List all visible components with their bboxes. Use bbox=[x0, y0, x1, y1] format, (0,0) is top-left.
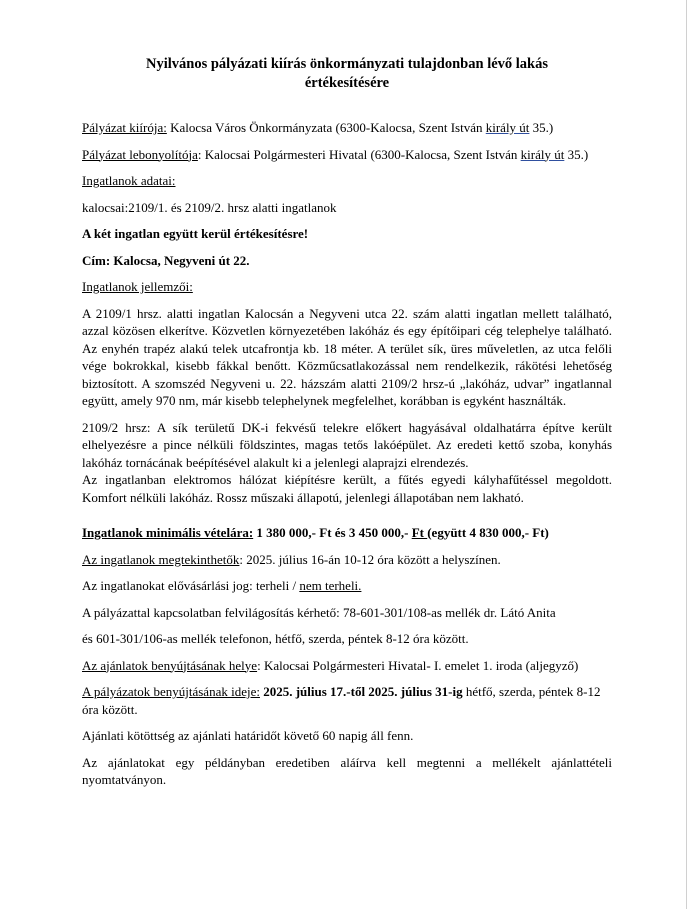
property-1-description: A 2109/1 hrsz. alatti ingatlan Kalocsán a Negyveni utca 22. szám alatti ingatlan mellett található, azzal közösen elkerítve. Közvetlen környezetében lakóház és egy építőipari cég telephelye található. Az enyhén trapéz alakú telek utcafrontja kb. 18 méter. A terület sík, üres műveletlen, az utca felőli vége bokrokkal, kisebb fákkal benőtt. Közműcsatlakozással nem rendelkezik, rákötési lehetőség biztosított. A szomszéd Negyveni u. 22. házszám alatti 2109/2 hrsz-ú „lakóház, udvar” ingatlannal együtt, amely 970 nm, már kisebb telephelynek megfelelhet, korábban is egyként használták. bbox=[82, 305, 612, 408]
kiiro-label: Pályázat kiírója: bbox=[82, 120, 167, 135]
document-title bbox=[82, 55, 612, 93]
preemption-paragraph bbox=[82, 577, 612, 595]
lebonyolito-text-after: 35.) bbox=[564, 146, 589, 162]
submission-place-label: Az ajánlatok benyújtásának helye bbox=[82, 657, 258, 673]
viewing-text: : 2025. július 16-án 10-12 óra között a helyszínen. bbox=[239, 551, 501, 567]
submission-time-paragraph bbox=[82, 683, 612, 718]
lebonyolito-text: : Kalocsai Polgármesteri Hivatal (6300-Kalocsa, Szent István bbox=[197, 146, 521, 162]
lebonyolito-street-link[interactable]: király út bbox=[520, 146, 565, 162]
submission-time-label: A pályázatok benyújtásának ideje: bbox=[82, 684, 260, 699]
info-contact-line-2: és 601-301/106-as mellék telefonon, hétfő, szerda, péntek 8-12 óra között. bbox=[82, 631, 469, 646]
address-line: Cím: Kalocsa, Negyveni út 22. bbox=[82, 252, 250, 268]
property-2-description: 2109/2 hrsz: A sík területű DK-i fekvésű telekre előkert hagyásával oldalhatárra építve került elhelyezésre a pince nélküli földszintes, magas tetős lakóépület. Az eredeti kettő szoba, konyhás lakóház tornácának beépítésével alakult ki a jelenlegi alaprajzi elrendezés. bbox=[82, 419, 612, 470]
preemption-text: Az ingatlanokat elővásárlási jog: terheli / bbox=[82, 578, 300, 593]
title-line-1: Nyilvános pályázati kiírás önkormányzati tulajdonban lévő lakás bbox=[145, 56, 549, 72]
submission-place-text: : Kalocsai Polgármesteri Hivatal- I. emelet 1. iroda (aljegyző) bbox=[257, 657, 579, 673]
lebonyolito-paragraph bbox=[82, 146, 612, 164]
kiiro-paragraph bbox=[82, 119, 612, 137]
minimum-price-label: Ingatlanok minimális vételára: bbox=[82, 525, 254, 540]
submission-time-hours: hétfő, szerda, péntek 8-12 óra között. bbox=[82, 684, 601, 717]
minimum-price-ft: Ft bbox=[411, 525, 428, 540]
binding-period-paragraph: Ajánlati kötöttség az ajánlati határidőt követő 60 napig áll fenn. bbox=[82, 728, 414, 743]
minimum-price-total: (együtt 4 830 000,- Ft) bbox=[427, 525, 549, 540]
kiiro-text-after: 35.) bbox=[529, 120, 554, 135]
viewing-paragraph bbox=[82, 551, 612, 569]
kiiro-street-link[interactable]: király út bbox=[485, 120, 530, 135]
title-line-2: értékesítésére bbox=[304, 75, 390, 91]
submission-place-paragraph bbox=[82, 657, 612, 675]
submission-time-dates: 2025. július 17.-től 2025. július 31-ig bbox=[259, 684, 463, 699]
kiiro-text: Kalocsa Város Önkormányzata (6300-Kalocsa, Szent István bbox=[166, 120, 486, 135]
offer-form-paragraph: Az ajánlatokat egy példányban eredetiben aláírva kell megtenni a mellékelt ajánlattételi nyomtatványon. bbox=[82, 754, 612, 787]
property-2-utilities: Az ingatlanban elektromos hálózat kiépítésre került, a fűtés egyedi kályhafűtéssel megoldott. Komfort nélküli lakóház. Rossz műszaki állapotú, jelenlegi állapotában nem lakható. bbox=[82, 472, 612, 505]
minimum-price-values: 1 380 000,- Ft és 3 450 000,- bbox=[253, 525, 412, 540]
ingatlanok-adatai-label: Ingatlanok adatai: bbox=[82, 173, 176, 188]
hrsz-line: kalocsai:2109/1. és 2109/2. hrsz alatti ingatlanok bbox=[82, 199, 337, 215]
info-contact-line-1: A pályázattal kapcsolatban felvilágosítás kérhető: 78-601-301/108-as mellék dr. Látó Anita bbox=[82, 604, 556, 620]
lebonyolito-label: Pályázat lebonyolítója bbox=[82, 146, 198, 162]
viewing-label: Az ingatlanok megtekinthetők bbox=[82, 551, 240, 567]
preemption-nem: nem terheli. bbox=[299, 578, 362, 593]
spacer bbox=[82, 515, 612, 524]
minimum-price-paragraph bbox=[82, 524, 612, 542]
jellemzoi-heading bbox=[82, 278, 612, 296]
ingatlanok-adatai-heading bbox=[82, 172, 612, 190]
jellemzoi-label: Ingatlanok jellemzői: bbox=[82, 279, 193, 294]
document-body bbox=[82, 55, 612, 798]
egyutt-notice: A két ingatlan együtt kerül értékesítésre! bbox=[82, 226, 309, 241]
